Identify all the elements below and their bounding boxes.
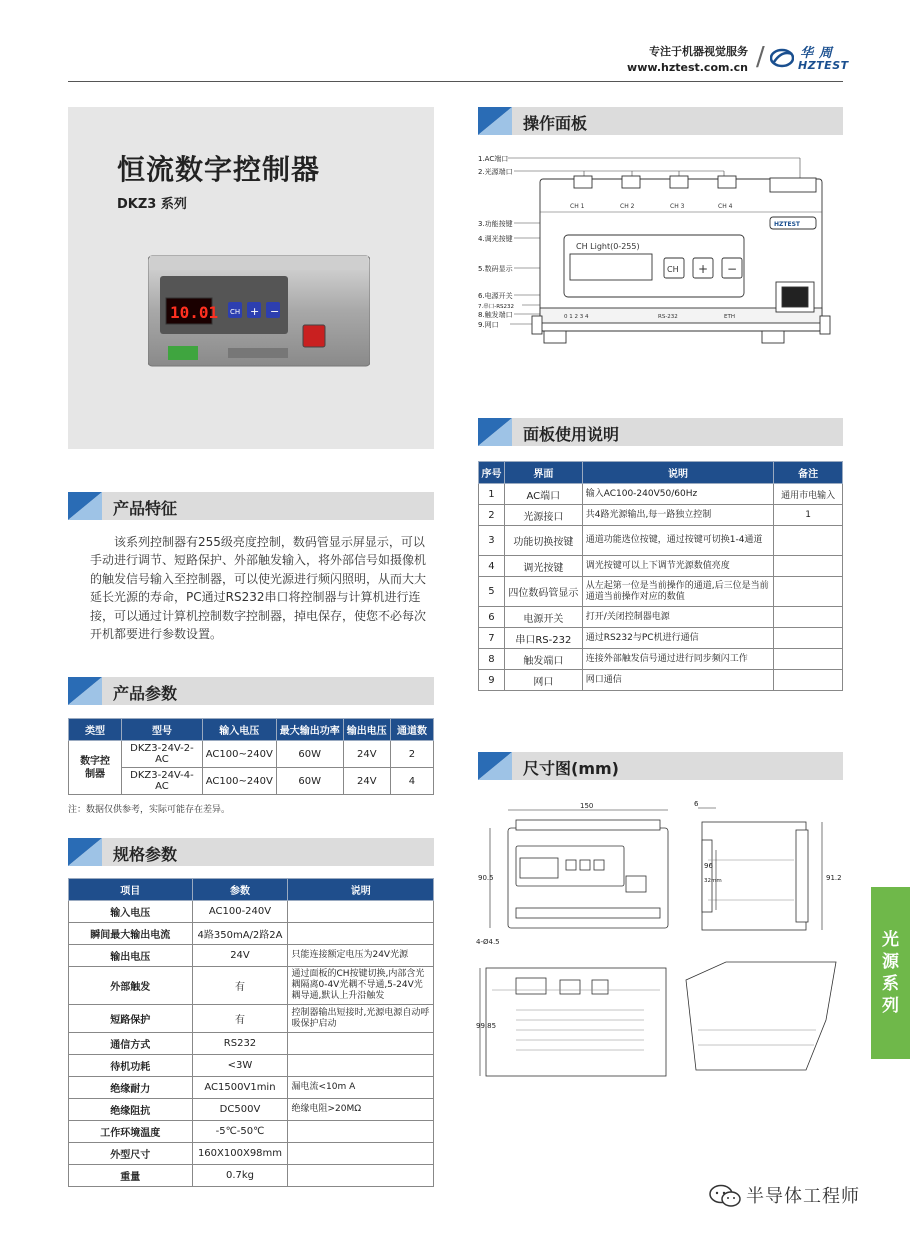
table-cell: 工作环境温度 [69, 1121, 193, 1143]
section-triangle-icon [68, 677, 102, 705]
column-header: 备注 [774, 462, 843, 484]
svg-text:−: − [270, 305, 280, 318]
column-header: 说明 [582, 462, 773, 484]
table-cell [774, 649, 843, 670]
table-cell [288, 1033, 434, 1055]
table-row [69, 1077, 434, 1099]
svg-text:10.01: 10.01 [170, 303, 219, 322]
table-cell: 24V [343, 741, 390, 768]
table-cell [288, 1165, 434, 1187]
dimension-drawings [476, 800, 856, 1090]
svg-text:CH: CH [230, 308, 241, 316]
panel-label-9: 9.网口 [478, 321, 499, 329]
type-cell: 数字控制器 [69, 741, 122, 795]
table-cell: 外型尺寸 [69, 1143, 193, 1165]
product-series: DKZ3 系列 [117, 197, 187, 212]
table-cell: 7 [479, 628, 505, 649]
table-row [69, 1165, 434, 1187]
plus-button-label: + [698, 262, 709, 276]
panel-label-3: 3.功能按键 [478, 220, 513, 228]
website-url[interactable]: www.hztest.com.cn [627, 61, 748, 74]
table-cell: 4 [390, 768, 433, 795]
column-header: 界面 [504, 462, 582, 484]
panel-label-6: 6.电源开关 [478, 292, 513, 300]
table-cell: 串口RS-232 [504, 628, 582, 649]
slash-icon: / [756, 42, 765, 72]
trigger-port-label: 0 1 2 3 4 [564, 314, 589, 320]
specs-table-body [69, 901, 434, 1187]
panel-label-8: 8.触发端口 [478, 311, 513, 319]
display-caption: CH Light(0-255) [576, 242, 640, 251]
table-cell: DKZ3-24V-4-AC [122, 768, 203, 795]
table-cell: 瞬间最大输出电流 [69, 923, 193, 945]
table-cell: 4路350mA/2路2A [192, 923, 288, 945]
table-cell [288, 923, 434, 945]
table-cell: 重量 [69, 1165, 193, 1187]
panel-usage-title: 面板使用说明 [523, 425, 620, 444]
table-cell: 四位数码管显示 [504, 577, 582, 607]
table-cell: -5℃-50℃ [192, 1121, 288, 1143]
table-cell: 3 [479, 526, 505, 556]
usage-table-body [479, 484, 843, 691]
table-cell: 通过RS232与PC机进行通信 [582, 628, 773, 649]
wechat-icon [708, 1184, 742, 1208]
header-tagline [627, 44, 748, 76]
table-cell: 打开/关闭控制器电源 [582, 607, 773, 628]
table-row [479, 607, 843, 628]
table-row [479, 526, 843, 556]
product-title: 恒流数字控制器 [117, 153, 321, 186]
table-row [69, 1099, 434, 1121]
table-row [69, 1121, 434, 1143]
table-cell: 通信方式 [69, 1033, 193, 1055]
table-cell: DKZ3-24V-2-AC [122, 741, 203, 768]
table-row [69, 901, 434, 923]
side-tab-label: 光 源 系 列 [882, 930, 899, 1016]
panel-label-7: 7.串口-RS232 [478, 304, 515, 310]
table-cell: 只能连接额定电压为24V光源 [288, 945, 434, 967]
table-cell: 绝缘耐力 [69, 1077, 193, 1099]
dim-depth-label: 32mm [704, 878, 722, 884]
table-cell: 调光按键 [504, 556, 582, 577]
column-header: 说明 [288, 879, 434, 901]
dim-height-left: 90.5 [478, 874, 494, 882]
table-header-row [69, 719, 434, 741]
section-triangle-icon [68, 838, 102, 866]
dimensions-title: 尺寸图(mm) [523, 759, 619, 778]
table-cell: 0.7kg [192, 1165, 288, 1187]
table-cell: 共4路光源输出,每一路独立控制 [582, 505, 773, 526]
table-cell [774, 526, 843, 556]
table-cell: 网口通信 [582, 670, 773, 691]
table-cell: 光源接口 [504, 505, 582, 526]
table-cell: 8 [479, 649, 505, 670]
column-header: 类型 [69, 719, 122, 741]
table-row [479, 577, 843, 607]
table-cell: 输出电压 [69, 945, 193, 967]
logo-mark-icon [770, 48, 794, 68]
panel-title: 操作面板 [523, 114, 588, 133]
table-cell: 外部触发 [69, 967, 193, 1005]
features-title: 产品特征 [113, 499, 178, 518]
usage-table [478, 461, 843, 691]
table-row [69, 768, 434, 795]
panel-label-1: 1.AC端口 [478, 155, 509, 163]
table-cell: 通过面板的CH按键切换,内部含光耦隔离0-4V光耦不导通,5-24V光耦导通,默认上升沿触发 [288, 967, 434, 1005]
watermark-text: 半导体工程师 [746, 1186, 860, 1207]
panel-label-4: 4.调光按键 [478, 235, 513, 243]
table-row [69, 1033, 434, 1055]
table-cell [288, 1121, 434, 1143]
table-cell: 60W [276, 768, 343, 795]
table-cell: 输入电压 [69, 901, 193, 923]
features-section-header [68, 492, 434, 520]
table-cell: AC100~240V [202, 741, 276, 768]
logo-cn: 华周 [800, 46, 839, 61]
specs-table [68, 878, 434, 1187]
column-header: 型号 [122, 719, 203, 741]
table-cell: 2 [390, 741, 433, 768]
table-row [69, 1005, 434, 1033]
table-cell: AC100~240V [202, 768, 276, 795]
table-cell: 电源开关 [504, 607, 582, 628]
table-cell: 功能切换按键 [504, 526, 582, 556]
dimensions-section-header [478, 752, 843, 780]
table-cell: 控制器输出短接时,光源电源自动呼吸保护启动 [288, 1005, 434, 1033]
table-row [479, 670, 843, 691]
table-row [69, 741, 434, 768]
section-triangle-icon [68, 492, 102, 520]
table-cell: 连接外部触发信号通过进行同步频闪工作 [582, 649, 773, 670]
brand-label: HZTEST [774, 221, 800, 228]
dim-hole: 4-Ø4.5 [476, 938, 500, 946]
channel-label: CH 1 [570, 203, 585, 210]
channel-label: CH 3 [670, 203, 685, 210]
column-header: 输出电压 [343, 719, 390, 741]
ch-button-label: CH [667, 265, 679, 274]
table-cell: 通用市电输入 [774, 484, 843, 505]
table-row [69, 967, 434, 1005]
table-cell: 有 [192, 967, 288, 1005]
table-cell: 5 [479, 577, 505, 607]
column-header: 最大输出功率 [276, 719, 343, 741]
svg-text:+: + [250, 305, 260, 318]
table-row [479, 556, 843, 577]
section-triangle-icon [478, 107, 512, 135]
column-header: 序号 [479, 462, 505, 484]
dim-depth-top: 6 [694, 800, 699, 808]
panel-diagram [474, 148, 846, 360]
table-cell [288, 901, 434, 923]
features-paragraph: 该系列控制器有255级亮度控制，数码管显示屏显示，可以手动进行调节、短路保护、外部触发输入，将外部信号如摄像机的触发信号输入至控制器，可以使光源进行频闪照明，从而大大延长光源的寿命，PC通过RS232串口将控制器与计算机进行连接，可以通过计算机控制数字控制器，掉电保存，使您不必每次开机都要进行参数设置。 [90, 535, 427, 642]
table-row [479, 484, 843, 505]
table-cell [774, 577, 843, 607]
table-cell [288, 1143, 434, 1165]
table-cell [774, 670, 843, 691]
table-cell: 从左起第一位是当前操作的通道,后三位是当前通道当前操作对应的数值 [582, 577, 773, 607]
watermark [706, 1180, 896, 1210]
table-cell: AC100-240V [192, 901, 288, 923]
channel-label: CH 4 [718, 203, 733, 210]
dim-height-right: 91.2 [826, 874, 842, 882]
tagline-text: 专注于机器视觉服务 [649, 45, 748, 58]
table-cell: 通道功能选位按键，通过按键可切换1-4通道 [582, 526, 773, 556]
table-header-row [69, 879, 434, 901]
column-header: 项目 [69, 879, 193, 901]
table-row [69, 945, 434, 967]
column-header: 参数 [192, 879, 288, 901]
column-header: 通道数 [390, 719, 433, 741]
specs-title: 规格参数 [113, 845, 178, 864]
table-row [69, 1143, 434, 1165]
section-triangle-icon [478, 752, 512, 780]
header-divider [68, 81, 843, 82]
device-photo [148, 250, 370, 374]
table-cell: 1 [774, 505, 843, 526]
table-cell: 输入AC100-240V50/60Hz [582, 484, 773, 505]
table-cell: 160X100X98mm [192, 1143, 288, 1165]
panel-label-5: 5.数码显示 [478, 265, 513, 273]
table-cell: 漏电流<10m A [288, 1077, 434, 1099]
table-cell: RS232 [192, 1033, 288, 1055]
table-cell [774, 607, 843, 628]
panel-label-2: 2.光源端口 [478, 168, 513, 176]
table-cell: 绝缘阻抗 [69, 1099, 193, 1121]
table-cell: <3W [192, 1055, 288, 1077]
table-header-row [479, 462, 843, 484]
params-title: 产品参数 [113, 684, 178, 703]
eth-label: ETH [724, 314, 735, 320]
table-cell: 短路保护 [69, 1005, 193, 1033]
table-cell: 24V [192, 945, 288, 967]
table-cell: 1 [479, 484, 505, 505]
table-row [69, 1055, 434, 1077]
table-row [479, 628, 843, 649]
table-cell: AC1500V1min [192, 1077, 288, 1099]
dim-depth-inner: 96 [704, 862, 713, 870]
minus-button-label: − [727, 262, 738, 276]
panel-section-header [478, 107, 843, 135]
table-cell: 2 [479, 505, 505, 526]
specs-section-header [68, 838, 434, 866]
table-cell: DC500V [192, 1099, 288, 1121]
table-cell [774, 628, 843, 649]
table-cell: 网口 [504, 670, 582, 691]
rs232-label: RS-232 [658, 314, 678, 320]
dim-side-height: 99.85 [476, 1022, 497, 1030]
logo-en: HZTEST [798, 59, 849, 72]
params-section-header [68, 677, 434, 705]
table-cell [774, 556, 843, 577]
table-row [479, 649, 843, 670]
table-row [479, 505, 843, 526]
channel-label: CH 2 [620, 203, 635, 210]
panel-usage-section-header [478, 418, 843, 446]
dim-width: 150 [580, 802, 594, 810]
params-note: 注：数据仅供参考，实际可能存在差异。 [68, 805, 231, 815]
column-header: 输入电压 [202, 719, 276, 741]
table-cell: 24V [343, 768, 390, 795]
table-cell: 调光按键可以上下调节光源数值亮度 [582, 556, 773, 577]
table-cell: 有 [192, 1005, 288, 1033]
params-table [68, 718, 434, 795]
category-side-tab[interactable] [871, 887, 910, 1059]
table-cell: 触发端口 [504, 649, 582, 670]
table-cell: 待机功耗 [69, 1055, 193, 1077]
table-cell: 9 [479, 670, 505, 691]
table-cell: 4 [479, 556, 505, 577]
table-cell: AC端口 [504, 484, 582, 505]
section-triangle-icon [478, 418, 512, 446]
table-cell: 绝缘电阻>20MΩ [288, 1099, 434, 1121]
table-cell [288, 1055, 434, 1077]
table-cell: 6 [479, 607, 505, 628]
table-cell: 60W [276, 741, 343, 768]
hztest-logo [756, 40, 848, 74]
table-row [69, 923, 434, 945]
